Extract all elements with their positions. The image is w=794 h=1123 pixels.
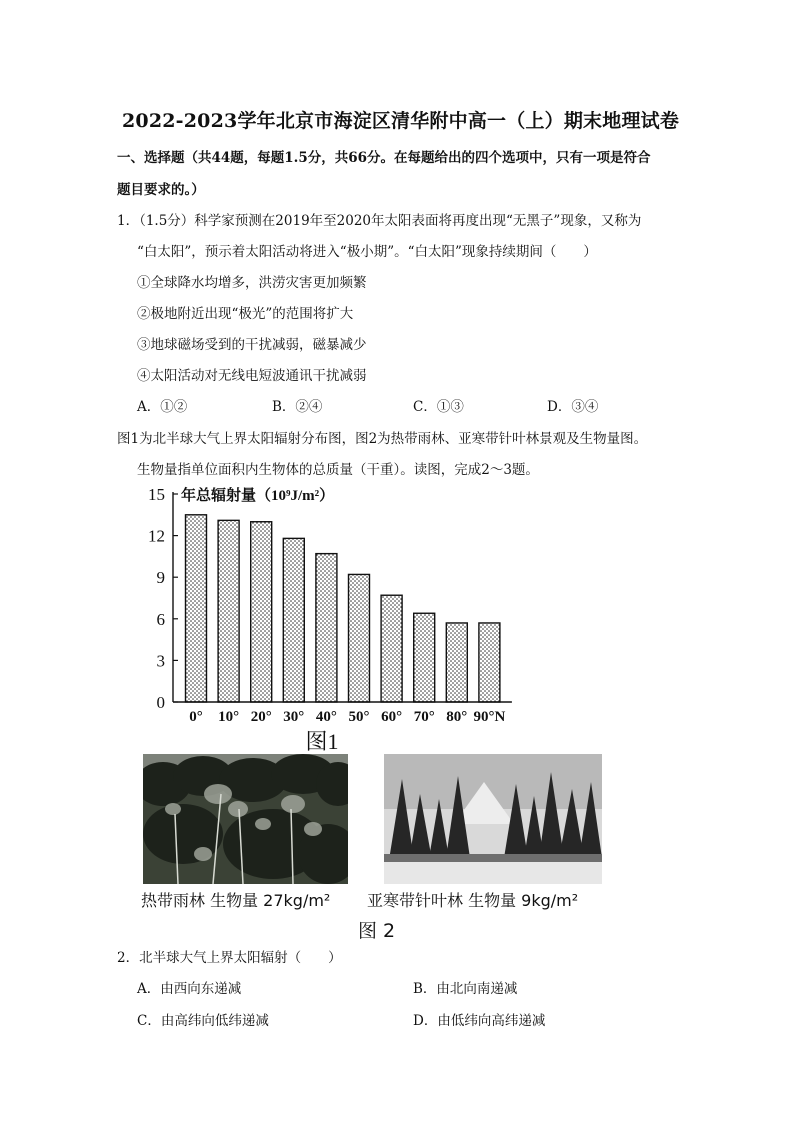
q1-option-a: A．①② (137, 399, 188, 415)
figure2-caption: 图 2 (358, 920, 396, 942)
y-tick-label: 6 (156, 609, 165, 629)
chart-bar (446, 623, 467, 702)
x-tick-label: 90°N (473, 709, 506, 725)
tropical-rainforest-photo (143, 754, 348, 884)
chart-bar (316, 554, 337, 702)
section-heading-line1: 一、选择题（共44题，每题1.5分，共66分。在每题给出的四个选项中，只有一项是符合 (117, 150, 651, 166)
y-tick-label: 12 (148, 526, 165, 546)
x-tick-label: 80° (446, 709, 468, 725)
x-tick-label: 30° (283, 709, 305, 725)
x-tick-label: 50° (348, 709, 370, 725)
chart-bar (218, 520, 239, 702)
x-tick-label: 10° (218, 709, 240, 725)
x-tick-label: 0° (189, 709, 203, 725)
chart-bar (251, 522, 272, 702)
chart-bar (414, 613, 435, 702)
y-tick-label: 3 (156, 651, 165, 671)
q2-option-a: A．由西向东递减 (137, 981, 242, 997)
x-tick-label: 60° (381, 709, 403, 725)
intro-line2: 生物量指单位面积内生物体的总质量（干重）。读图，完成2～3题。 (137, 462, 539, 478)
q1-option-c: C．①③ (413, 399, 464, 415)
x-tick-label: 20° (250, 709, 272, 725)
q1-item-2: ②极地附近出现“极光”的范围将扩大 (137, 306, 354, 322)
chart-title: 年总辐射量（10⁹J/m²） (181, 488, 335, 504)
figure1-caption: 图1 (305, 729, 339, 754)
section-heading-line2: 题目要求的。） (117, 182, 205, 198)
q1-stem-line1: 1．（1.5分）科学家预测在2019年至2020年太阳表面将再度出现“无黑子”现象，又称为 (117, 213, 642, 229)
x-tick-label: 40° (315, 709, 337, 725)
chart-bar (349, 574, 370, 702)
solar-radiation-bar-chart (140, 478, 540, 756)
coniferous-caption: 亚寒带针叶林 生物量 9kg/m² (367, 891, 579, 910)
q2-stem: 2．北半球大气上界太阳辐射（ ） (117, 950, 342, 966)
q2-option-d: D．由低纬向高纬递减 (413, 1013, 546, 1029)
q1-item-3: ③地球磁场受到的干扰减弱，磁暴减少 (137, 337, 367, 353)
rainforest-caption: 热带雨林 生物量 27kg/m² (141, 891, 331, 910)
subarctic-coniferous-forest-photo (384, 754, 602, 884)
q1-option-b: B．②④ (272, 399, 323, 415)
y-tick-label: 9 (156, 568, 165, 588)
chart-bar (186, 515, 207, 702)
chart-bar (479, 623, 500, 702)
intro-line1: 图1为北半球大气上界太阳辐射分布图，图2为热带雨林、亚寒带针叶林景观及生物量图。 (117, 431, 648, 447)
x-tick-label: 70° (413, 709, 435, 725)
q2-option-c: C．由高纬向低纬递减 (137, 1013, 269, 1029)
q2-option-b: B．由北向南递减 (413, 981, 518, 997)
q1-item-1: ①全球降水均增多，洪涝灾害更加频繁 (137, 275, 367, 291)
y-tick-label: 15 (148, 485, 165, 504)
q1-stem-line2: “白太阳”，预示着太阳活动将进入“极小期”。“白太阳”现象持续期间（ ） (137, 244, 597, 260)
y-tick-label: 0 (156, 693, 165, 712)
q1-item-4: ④太阳活动对无线电短波通讯干扰减弱 (137, 368, 367, 384)
chart-bar (283, 538, 304, 702)
chart-bar (381, 595, 402, 702)
page-title: 2022-2023学年北京市海淀区清华附中高一（上）期末地理试卷 (122, 110, 680, 132)
q1-option-d: D．③④ (547, 399, 599, 415)
